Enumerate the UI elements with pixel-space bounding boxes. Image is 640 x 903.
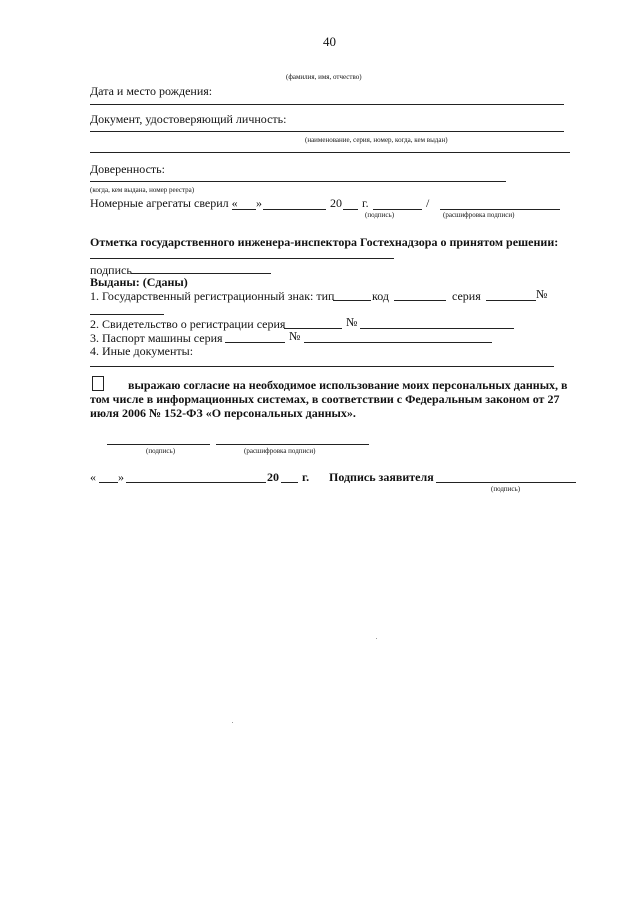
footer-year-prefix: 20 bbox=[267, 470, 279, 484]
inspector-heading: Отметка государственного инженера-инспектора Гостехнадзора о принятом решении: bbox=[90, 235, 559, 249]
line-footer-year[interactable] bbox=[281, 482, 298, 483]
footer-year-suffix: г. bbox=[302, 470, 310, 484]
issued-heading: Выданы: (Сданы) bbox=[90, 275, 188, 289]
line-footer-day[interactable] bbox=[99, 482, 118, 483]
caption-fio: (фамилия, имя, отчество) bbox=[286, 73, 362, 81]
line-units-day[interactable] bbox=[232, 209, 256, 210]
line-id-document-2[interactable] bbox=[90, 152, 570, 153]
line-plate-type[interactable] bbox=[333, 300, 371, 301]
consent-text-line-2: том числе в информационных системах, в соответствии с Федеральным законом от 27 bbox=[90, 392, 560, 406]
line-applicant-signature[interactable] bbox=[436, 482, 576, 483]
line-other-documents[interactable] bbox=[90, 366, 554, 367]
footer-quote-open: « bbox=[90, 470, 96, 484]
label-issued-plate: 1. Государственный регистрационный знак: тип bbox=[90, 289, 335, 303]
line-plate-series[interactable] bbox=[486, 300, 536, 301]
line-units-month[interactable] bbox=[263, 209, 326, 210]
caption-applicant-sign: (подпись) bbox=[491, 485, 521, 493]
footer-applicant-sign: Подпись заявителя bbox=[329, 470, 434, 484]
caption-consent-decode: (расшифровка подписи) bbox=[244, 447, 316, 455]
footer-quote-close: » bbox=[118, 470, 124, 484]
label-issued-certificate: 2. Свидетельство о регистрации серия bbox=[90, 317, 286, 331]
scan-speck bbox=[232, 722, 233, 723]
consent-text-line-1: выражаю согласие на необходимое использование моих персональных данных, в bbox=[128, 378, 568, 392]
label-passport-no: № bbox=[289, 329, 301, 343]
label-birth: Дата и место рождения: bbox=[90, 84, 213, 98]
scan-speck bbox=[376, 638, 377, 639]
caption-units-decode: (расшифровка подписи) bbox=[443, 211, 515, 219]
line-consent-sign[interactable] bbox=[107, 444, 210, 445]
label-certificate-no: № bbox=[346, 315, 358, 329]
units-year-prefix: 20 bbox=[330, 196, 342, 210]
caption-units-sign: (подпись) bbox=[365, 211, 395, 219]
line-plate-code[interactable] bbox=[394, 300, 446, 301]
caption-consent-sign: (подпись) bbox=[146, 447, 176, 455]
label-power-of-attorney: Доверенность: bbox=[90, 162, 165, 176]
label-plate-series: серия bbox=[452, 289, 481, 303]
line-id-document[interactable] bbox=[90, 131, 564, 132]
line-units-signature[interactable] bbox=[373, 209, 422, 210]
line-passport-no[interactable] bbox=[304, 342, 492, 343]
line-units-year[interactable] bbox=[343, 209, 358, 210]
line-consent-decode[interactable] bbox=[216, 444, 369, 445]
label-inspector-sign: подпись bbox=[90, 263, 132, 277]
consent-checkbox[interactable] bbox=[92, 376, 104, 391]
line-inspector-decision[interactable] bbox=[90, 258, 394, 259]
line-birth[interactable] bbox=[90, 104, 564, 105]
units-slash: / bbox=[426, 196, 430, 210]
caption-id-document: (наименование, серия, номер, когда, кем выдан) bbox=[305, 136, 448, 144]
line-power-of-attorney[interactable] bbox=[90, 181, 506, 182]
label-id-document: Документ, удостоверяющий личность: bbox=[90, 112, 287, 126]
consent-text-line-3: июля 2006 № 152-ФЗ «О персональных данных». bbox=[90, 406, 356, 420]
label-issued-other: 4. Иные документы: bbox=[90, 344, 194, 358]
line-certificate-no[interactable] bbox=[360, 328, 514, 329]
label-plate-no: № bbox=[536, 287, 548, 301]
page-number: 40 bbox=[323, 34, 336, 49]
line-units-decode[interactable] bbox=[440, 209, 560, 210]
line-footer-month[interactable] bbox=[126, 482, 266, 483]
label-issued-passport: 3. Паспорт машины серия bbox=[90, 331, 223, 345]
label-units-checked: Номерные агрегаты сверил « bbox=[90, 196, 238, 210]
units-year-suffix: г. bbox=[362, 196, 369, 210]
units-quote-close: » bbox=[256, 196, 262, 210]
line-inspector-sign[interactable] bbox=[131, 273, 271, 274]
caption-power-of-attorney: (когда, кем выдана, номер реестра) bbox=[90, 186, 195, 194]
line-plate-no[interactable] bbox=[90, 314, 164, 315]
line-passport-series[interactable] bbox=[225, 342, 285, 343]
label-plate-code: код bbox=[372, 289, 389, 303]
